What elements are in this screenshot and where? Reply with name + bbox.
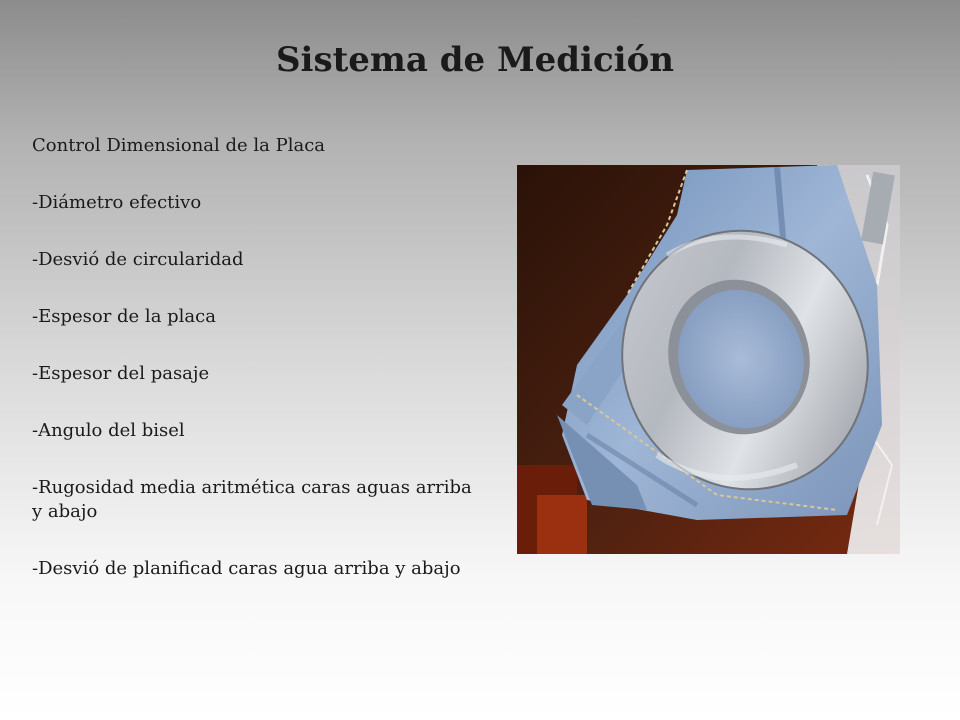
list-item: -Espesor del pasaje: [32, 363, 210, 384]
list-item: -Desvió de circularidad: [32, 249, 244, 270]
list-item: -Espesor de la placa: [32, 306, 216, 327]
list-item: -Rugosidad media aritmética caras aguas arriba y abajo: [32, 477, 472, 522]
plate-photo-illustration: [517, 165, 900, 554]
list-item: -Angulo del bisel: [32, 420, 185, 441]
content-heading: Control Dimensional de la Placa: [32, 135, 326, 156]
plate-photo: [517, 165, 900, 554]
list-item: -Desvió de planificad caras agua arriba y abajo: [32, 558, 461, 579]
list-item: -Diámetro efectivo: [32, 192, 202, 213]
slide-title: Sistema de Medición: [275, 40, 674, 80]
content-list: [32, 134, 482, 614]
